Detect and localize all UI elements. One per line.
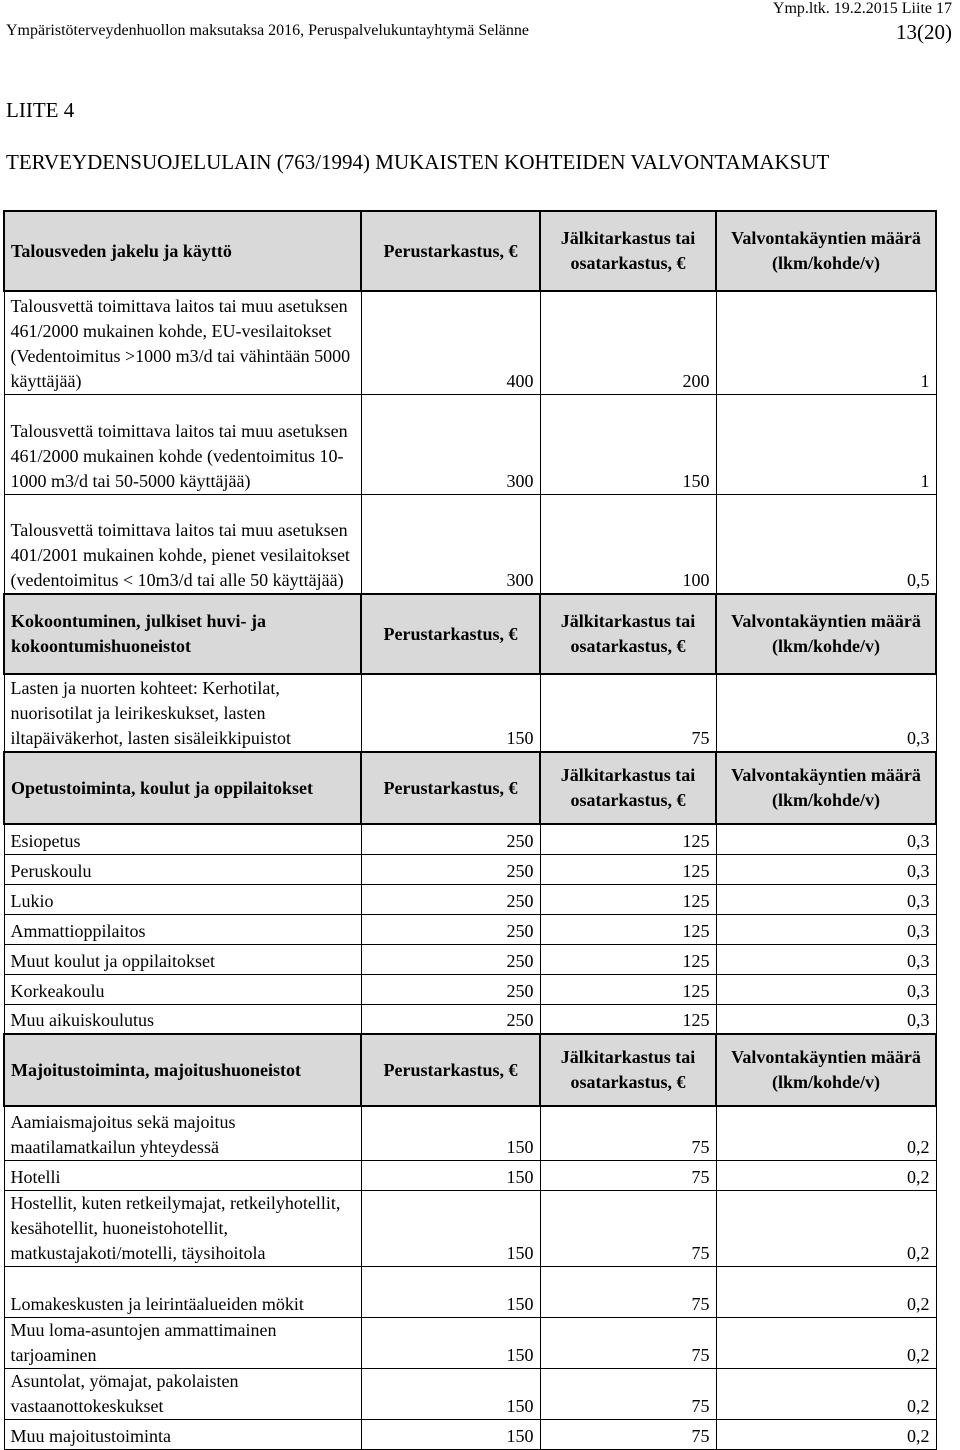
table-row: [4, 1266, 936, 1317]
followup-inspection-fee: 125: [540, 1004, 716, 1034]
table-row: [4, 884, 936, 914]
followup-inspection-fee: 125: [540, 914, 716, 944]
visit-count: 0,2: [716, 1368, 936, 1419]
table-row: [4, 914, 936, 944]
base-inspection-fee: 150: [361, 1190, 540, 1266]
table-row: [4, 1419, 936, 1449]
base-inspection-fee: 150: [361, 674, 540, 752]
section-title: Opetustoiminta, koulut ja oppilaitokset: [4, 752, 361, 824]
column-header-followup-inspection: Jälkitarkastus tai osatarkastus, €: [540, 752, 716, 824]
followup-inspection-fee: 125: [540, 884, 716, 914]
page-number: 13(20): [896, 20, 952, 44]
visit-count: 0,3: [716, 974, 936, 1004]
row-label: Hotelli: [4, 1160, 361, 1190]
row-label: Muu aikuiskoulutus: [4, 1004, 361, 1034]
followup-inspection-fee: 200: [540, 291, 716, 394]
visit-count: 0,3: [716, 674, 936, 752]
section-title: Kokoontuminen, julkiset huvi- ja kokoontumishuoneistot: [4, 594, 361, 674]
followup-inspection-fee: 75: [540, 1266, 716, 1317]
document-reference: Ymp.ltk. 19.2.2015 Liite 17: [772, 0, 952, 17]
appendix-label: LIITE 4: [6, 98, 75, 122]
table-row: [4, 1106, 936, 1160]
visit-count: 0,3: [716, 854, 936, 884]
visit-count: 0,2: [716, 1160, 936, 1190]
table-row: [4, 944, 936, 974]
followup-inspection-fee: 75: [540, 1160, 716, 1190]
column-header-visit-count: Valvontakäyntien määrä (lkm/kohde/v): [716, 1034, 936, 1106]
followup-inspection-fee: 125: [540, 824, 716, 854]
section-title: Talousveden jakelu ja käyttö: [4, 211, 361, 291]
row-label: Talousvettä toimittava laitos tai muu asetuksen 461/2000 mukainen kohde (vedentoimitus 10-1000 m3/d tai 50-5000 käyttäjää): [4, 394, 361, 494]
followup-inspection-fee: 75: [540, 1190, 716, 1266]
column-header-visit-count: Valvontakäyntien määrä (lkm/kohde/v): [716, 211, 936, 291]
column-header-visit-count: Valvontakäyntien määrä (lkm/kohde/v): [716, 594, 936, 674]
base-inspection-fee: 250: [361, 974, 540, 1004]
visit-count: 0,3: [716, 944, 936, 974]
base-inspection-fee: 250: [361, 824, 540, 854]
base-inspection-fee: 250: [361, 884, 540, 914]
row-label: Hostellit, kuten retkeilymajat, retkeilyhotellit, kesähotellit, huoneistohotellit, matkustajakoti/motelli, täysihoitola: [4, 1190, 361, 1266]
row-label: Lomakeskusten ja leirintäalueiden mökit: [4, 1266, 361, 1317]
visit-count: 1: [716, 394, 936, 494]
row-label: Aamiaismajoitus sekä majoitus maatilamatkailun yhteydessä: [4, 1106, 361, 1160]
table-row: [4, 1004, 936, 1034]
visit-count: 0,2: [716, 1419, 936, 1449]
visit-count: 0,5: [716, 494, 936, 594]
base-inspection-fee: 250: [361, 914, 540, 944]
visit-count: 0,2: [716, 1266, 936, 1317]
fee-table: [3, 210, 937, 1450]
table-row: [4, 974, 936, 1004]
column-header-base-inspection: Perustarkastus, €: [361, 594, 540, 674]
table-row: [4, 1368, 936, 1419]
followup-inspection-fee: 125: [540, 974, 716, 1004]
row-label: Esiopetus: [4, 824, 361, 854]
base-inspection-fee: 150: [361, 1317, 540, 1368]
section-header-row: [4, 211, 936, 291]
section-header-row: [4, 594, 936, 674]
base-inspection-fee: 150: [361, 1266, 540, 1317]
base-inspection-fee: 250: [361, 854, 540, 884]
followup-inspection-fee: 100: [540, 494, 716, 594]
visit-count: 0,3: [716, 824, 936, 854]
column-header-followup-inspection: Jälkitarkastus tai osatarkastus, €: [540, 594, 716, 674]
followup-inspection-fee: 150: [540, 394, 716, 494]
row-label: Korkeakoulu: [4, 974, 361, 1004]
visit-count: 0,2: [716, 1317, 936, 1368]
column-header-base-inspection: Perustarkastus, €: [361, 1034, 540, 1106]
base-inspection-fee: 300: [361, 494, 540, 594]
base-inspection-fee: 150: [361, 1106, 540, 1160]
base-inspection-fee: 400: [361, 291, 540, 394]
base-inspection-fee: 250: [361, 1004, 540, 1034]
visit-count: 0,3: [716, 1004, 936, 1034]
section-header-row: [4, 1034, 936, 1106]
column-header-followup-inspection: Jälkitarkastus tai osatarkastus, €: [540, 211, 716, 291]
column-header-followup-inspection: Jälkitarkastus tai osatarkastus, €: [540, 1034, 716, 1106]
column-header-visit-count: Valvontakäyntien määrä (lkm/kohde/v): [716, 752, 936, 824]
visit-count: 0,2: [716, 1190, 936, 1266]
visit-count: 1: [716, 291, 936, 394]
row-label: Ammattioppilaitos: [4, 914, 361, 944]
document-name: Ympäristöterveydenhuollon maksutaksa 2016, Peruspalvelukuntayhtymä Selänne: [6, 22, 529, 39]
row-label: Talousvettä toimittava laitos tai muu asetuksen 461/2000 mukainen kohde, EU-vesilaitokset (Vedentoimitus >1000 m3/d tai vähintään 5000 käyttäjää): [4, 291, 361, 394]
table-row: [4, 674, 936, 752]
base-inspection-fee: 150: [361, 1419, 540, 1449]
table-row: [4, 1317, 936, 1368]
followup-inspection-fee: 75: [540, 1419, 716, 1449]
section-header-row: [4, 752, 936, 824]
table-row: [4, 1190, 936, 1266]
page-title: TERVEYDENSUOJELULAIN (763/1994) MUKAISTEN KOHTEIDEN VALVONTAMAKSUT: [6, 150, 830, 174]
row-label: Muut koulut ja oppilaitokset: [4, 944, 361, 974]
followup-inspection-fee: 75: [540, 1368, 716, 1419]
followup-inspection-fee: 75: [540, 1317, 716, 1368]
row-label: Lasten ja nuorten kohteet: Kerhotilat, nuorisotilat ja leirikeskukset, lasten iltapäiväkerhot, lasten sisäleikkipuistot: [4, 674, 361, 752]
table-row: [4, 824, 936, 854]
visit-count: 0,3: [716, 914, 936, 944]
followup-inspection-fee: 125: [540, 944, 716, 974]
column-header-base-inspection: Perustarkastus, €: [361, 211, 540, 291]
table-row: [4, 854, 936, 884]
followup-inspection-fee: 75: [540, 674, 716, 752]
base-inspection-fee: 250: [361, 944, 540, 974]
section-title: Majoitustoiminta, majoitushuoneistot: [4, 1034, 361, 1106]
visit-count: 0,2: [716, 1106, 936, 1160]
followup-inspection-fee: 125: [540, 854, 716, 884]
column-header-base-inspection: Perustarkastus, €: [361, 752, 540, 824]
base-inspection-fee: 300: [361, 394, 540, 494]
row-label: Muu loma-asuntojen ammattimainen tarjoaminen: [4, 1317, 361, 1368]
followup-inspection-fee: 75: [540, 1106, 716, 1160]
base-inspection-fee: 150: [361, 1368, 540, 1419]
table-row: [4, 1160, 936, 1190]
row-label: Lukio: [4, 884, 361, 914]
visit-count: 0,3: [716, 884, 936, 914]
table-row: [4, 494, 936, 594]
row-label: Peruskoulu: [4, 854, 361, 884]
table-row: [4, 394, 936, 494]
row-label: Muu majoitustoiminta: [4, 1419, 361, 1449]
row-label: Asuntolat, yömajat, pakolaisten vastaanottokeskukset: [4, 1368, 361, 1419]
base-inspection-fee: 150: [361, 1160, 540, 1190]
table-row: [4, 291, 936, 394]
row-label: Talousvettä toimittava laitos tai muu asetuksen 401/2001 mukainen kohde, pienet vesilaitokset (vedentoimitus < 10m3/d tai alle 50 käyttäjää): [4, 494, 361, 594]
